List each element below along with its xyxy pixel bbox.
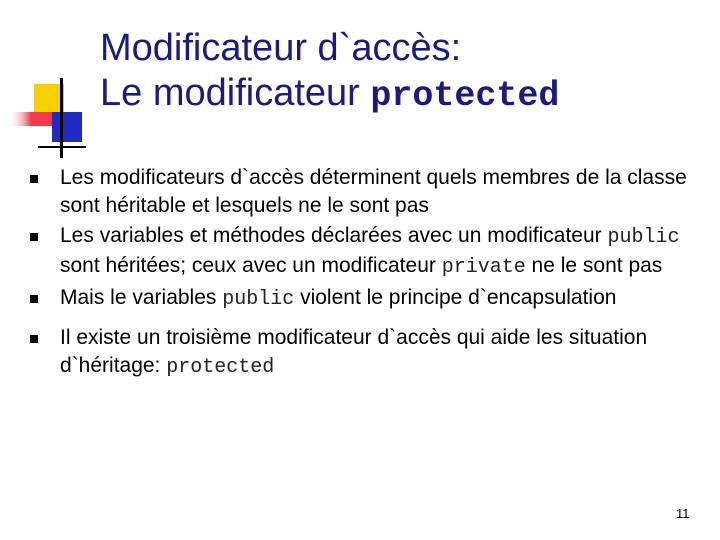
bullet-square-icon — [30, 295, 38, 303]
bullet-item — [26, 164, 706, 220]
slide-logo-icon — [0, 0, 110, 170]
slide-title — [100, 26, 559, 119]
bullet-text: violent le principe d`encapsulation — [294, 286, 617, 309]
title-code-keyword: protected — [370, 76, 560, 116]
title-line-2 — [100, 71, 559, 119]
bullet-text: Il existe un troisième modificateur d`accès qui aide les situation d`héritage: — [60, 326, 648, 377]
bullet-text: ne le sont pas — [525, 254, 663, 277]
code-keyword: public — [222, 288, 295, 311]
bullet-text: sont héritées; ceux avec un modificateur — [60, 254, 442, 277]
code-keyword: public — [607, 226, 680, 249]
bullet-item — [26, 284, 706, 314]
bullet-square-icon — [30, 233, 38, 241]
bullet-list — [26, 164, 706, 382]
bullet-text: Les modificateurs d`accès déterminent quels membres de la classe sont héritable et lesquels ne le sont pas — [60, 166, 687, 217]
page-number: 11 — [676, 506, 690, 521]
bullet-text: Les variables et méthodes déclarées avec un modificateur — [60, 224, 608, 247]
bullet-item — [26, 222, 706, 282]
code-keyword: protected — [166, 356, 275, 379]
bullet-item — [26, 324, 706, 382]
bullet-square-icon — [30, 175, 38, 183]
title-line-1: Modificateur d`accès: — [100, 27, 462, 69]
code-keyword: private — [441, 256, 526, 279]
title-line-2-text: Le modificateur — [100, 72, 371, 114]
bullet-square-icon — [30, 335, 38, 343]
bullet-text: Mais le variables — [60, 286, 223, 309]
